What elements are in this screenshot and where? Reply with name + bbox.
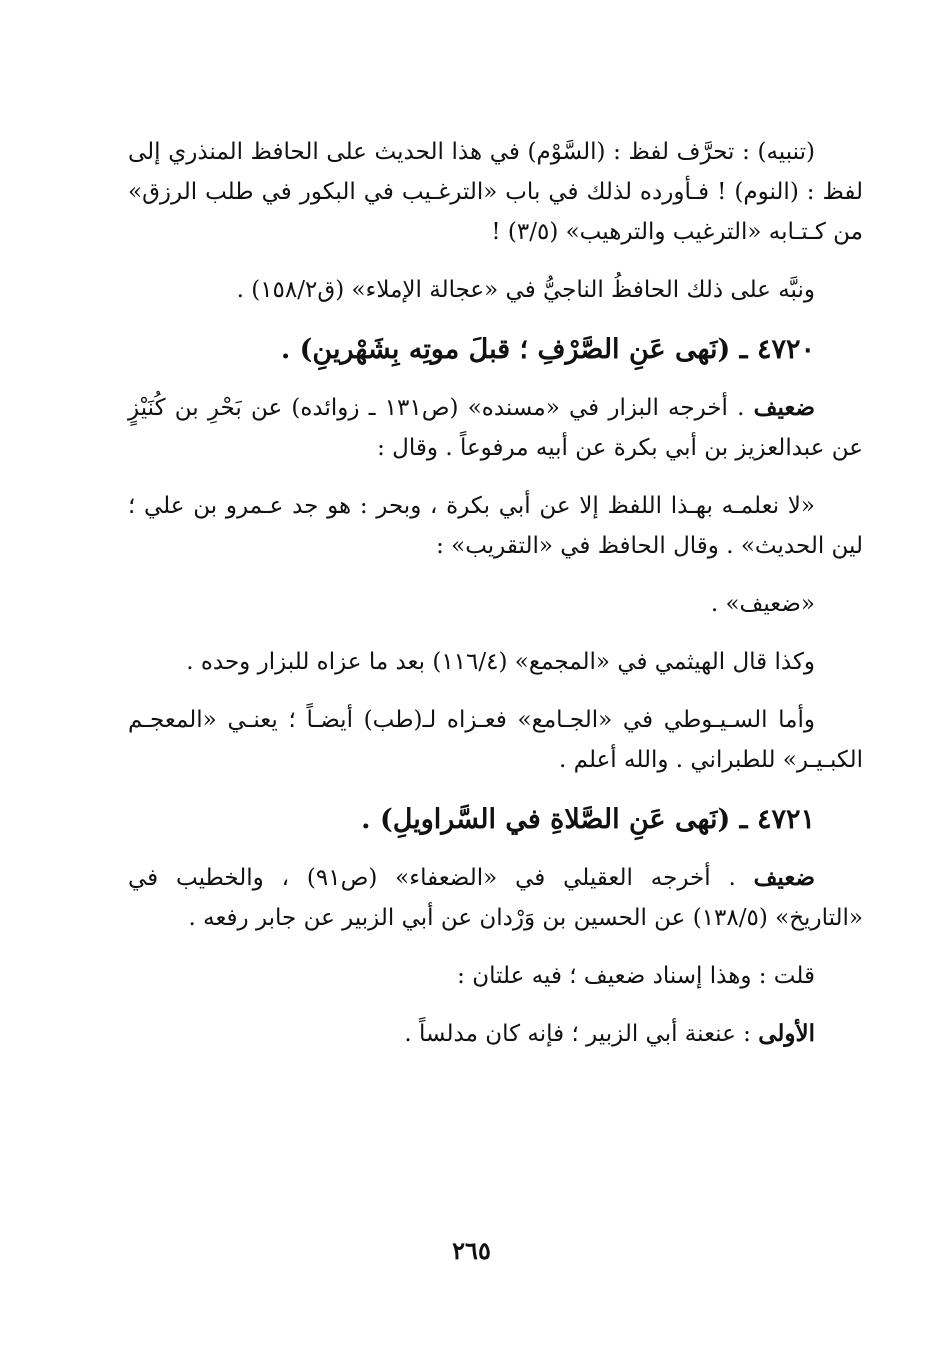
hadith-4720-para-3: وكذا قال الهيثمي في «المجمع» (١١٦/٤) بعد ما عزاه للبزار وحده . bbox=[186, 649, 815, 675]
hadith-4721-first-cause bbox=[128, 1014, 863, 1054]
first-cause-text: : عنعنة أبي الزبير ؛ فإنه كان مدلساً . bbox=[404, 1021, 751, 1047]
page-body bbox=[128, 132, 863, 1072]
page-number: ٢٦٥ bbox=[452, 1236, 491, 1265]
hadith-4720-takhrij bbox=[128, 388, 863, 468]
note-paragraph: (تنبيه) : تحرَّف لفظ : (السَّوْم) في هذا الحديث على الحافظ المنذري إلى لفظ : (النوم) ! فـأورده لذلك في باب «الترغـيب في البكور في طلب الرزق» من كـتـابه «الترغيب والترهيب» (٣/٥) ! bbox=[128, 139, 863, 245]
hadith-4720-para-4: وأما السـيـوطي في «الجـامع» فعـزاه لـ(طب) أيضـاً ؛ يعنـي «المعجـم الكبـيـر» للطبراني . والله أعلم . bbox=[128, 707, 863, 773]
first-cause-label: الأولى bbox=[758, 1020, 815, 1047]
hadith-4720-quote-2: «ضعيف» . bbox=[710, 591, 815, 617]
hadith-4720-heading: ٤٧٢٠ ـ (نَهى عَنِ الصَّرْفِ ؛ قبلَ موتِه بِشَهْرينِ) . bbox=[280, 334, 815, 365]
hadith-4720-quote: «لا نعلمـه بهـذا اللفظ إلا عن أبي بكرة ، وبحر : هو جد عـمرو بن علي ؛ لين الحديث» . وقال الحافظ في «التقريب» : bbox=[128, 493, 863, 559]
note-paragraph-2: ونبَّه على ذلك الحافظُ الناجيُّ في «عجالة الإملاء» (ق١٥٨/٢) . bbox=[236, 277, 815, 303]
hadith-4721-heading: ٤٧٢١ ـ (نَهى عَنِ الصَّلاةِ في السَّراويلِ) . bbox=[361, 804, 815, 835]
grade-label: ضعيف bbox=[753, 864, 815, 891]
hadith-4721-takhrij bbox=[128, 858, 863, 938]
grade-label: ضعيف bbox=[753, 394, 816, 421]
takhrij-text: . أخرجه العقيلي في «الضعفاء» (ص٩١) ، والخطيب في «التاريخ» (١٣٨/٥) عن الحسين بن وَرْدان عن أبي الزبير عن جابر رفعه . bbox=[128, 865, 863, 931]
takhrij-text: . أخرجه البزار في «مسنده» (ص١٣١ ـ زوائده) عن بَحْرِ بن كُنَيْزٍ عن عبدالعزيز بن أبي بكرة عن أبيه مرفوعاً . وقال : bbox=[128, 395, 863, 461]
hadith-4721-para-2: قلت : وهذا إسناد ضعيف ؛ فيه علتان : bbox=[457, 963, 815, 989]
